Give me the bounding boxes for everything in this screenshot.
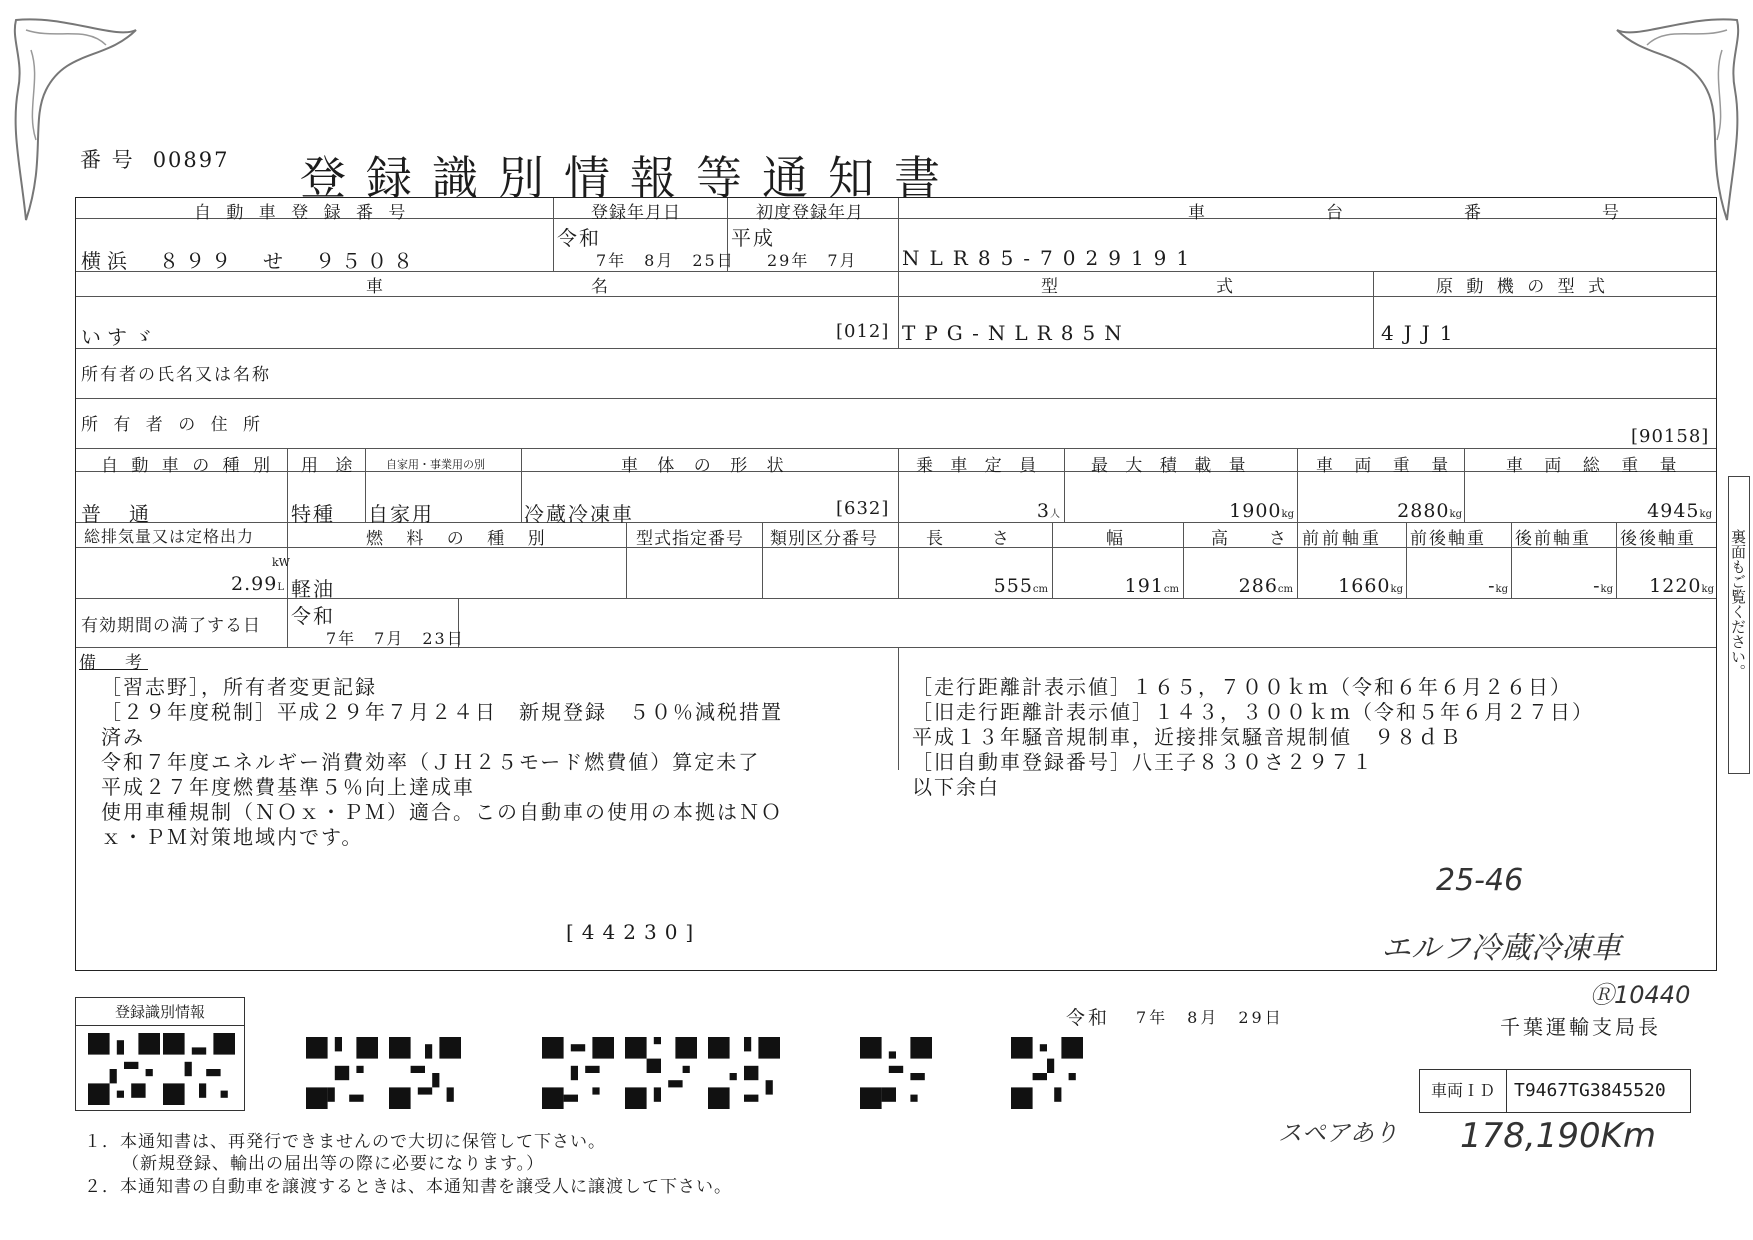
max-load-value: 1900 <box>1229 500 1282 522</box>
qr-code <box>625 1037 697 1109</box>
type-designation-label: 型式指定番号 <box>636 529 744 549</box>
private-value: 自家用 <box>368 502 434 526</box>
category-label: 類別区分番号 <box>770 529 878 549</box>
engine-value: 4JJ1 <box>1381 321 1463 345</box>
remark-right-4: ［旧自動車登録番号］八王子８３０さ２９７１ <box>912 750 1374 774</box>
owner-address-code: [90158] <box>1631 426 1710 447</box>
qr-code <box>163 1033 235 1105</box>
handwritten-spare: スペアあり <box>1278 1119 1398 1147</box>
remark-right-1: ［走行距離計表示値］１６５，７００ｋｍ（令和６年６月２６日） <box>912 675 1572 699</box>
vehicle-weight-label: 車 両 重 量 <box>1316 456 1457 476</box>
reg-date-label: 登録年月日 <box>591 203 681 223</box>
length-value: 555 <box>993 575 1033 597</box>
page-title: 登録識別情報等通知書 <box>300 151 960 205</box>
issuer: 千葉運輸支局長 <box>1500 1015 1661 1039</box>
width-label: 幅 <box>1106 529 1128 549</box>
front-front-axle-label: 前前軸重 <box>1302 529 1382 549</box>
qr-code <box>860 1037 932 1109</box>
qr-code <box>542 1037 614 1109</box>
issue-era: 令和 <box>1066 1007 1111 1029</box>
remark-left-5: 平成２７年度燃費基準５％向上達成車 <box>101 775 475 799</box>
chassis-value: NLR85-7029191 <box>902 246 1200 270</box>
rear-front-axle-label: 後前軸重 <box>1515 529 1591 549</box>
use-sub-label: 自家用・事業用の別 <box>386 458 485 471</box>
handwritten-mileage: 178,190Km <box>1460 1116 1657 1156</box>
first-reg-value: 29年 7月 <box>767 251 858 270</box>
model-value: TPG-NLR85N <box>902 321 1131 345</box>
remark-left-2: ［２９年度税制］平成２９年７月２４日 新規登録 ５０％減税措置 <box>101 700 783 724</box>
owner-name-label: 所有者の氏名又は名称 <box>81 365 271 385</box>
reg-date-era: 令和 <box>557 226 601 250</box>
reg-info-label: 登録識別情報 <box>76 998 244 1026</box>
capacity-label: 乗 車 定 員 <box>916 456 1043 476</box>
remark-left-1: ［習志野］，所有者変更記録 <box>101 675 377 699</box>
vehicle-id-box <box>1419 1069 1691 1113</box>
remark-left-4: 令和７年度エネルギー消費効率（ＪＨ２５モード燃費値）算定未了 <box>101 750 761 774</box>
reg-date-value: 7年 8月 25日 <box>596 251 735 270</box>
vehicle-name-value: いすゞ <box>81 325 159 349</box>
remark-right-5: 以下余白 <box>912 775 1000 799</box>
reg-number-label: 自 動 車 登 録 番 号 <box>194 203 411 223</box>
handwritten-number: 25-46 <box>1436 863 1524 898</box>
reg-number-value: 横浜 ８９９ せ ９５０８ <box>81 249 419 273</box>
use-value: 特種 <box>291 502 335 526</box>
handwritten-stamp-number: Ⓡ10440 <box>1590 981 1691 1009</box>
front-rear-axle-label: 前後軸重 <box>1410 529 1486 549</box>
expiry-label: 有効期間の満了する日 <box>81 616 261 636</box>
use-label: 用 途 <box>301 456 359 476</box>
model-label-1: 型 <box>1041 277 1063 297</box>
gross-weight-value: 4945 <box>1647 500 1700 522</box>
first-reg-era: 平成 <box>731 226 775 250</box>
vehicle-kind-label: 自 動 車 の 種 別 <box>101 456 275 476</box>
body-shape-value: 冷蔵冷凍車 <box>524 502 634 526</box>
chassis-label: 車 台 番 号 <box>1188 203 1671 223</box>
gross-weight-label: 車 両 総 重 量 <box>1506 456 1685 476</box>
name-label-1: 車 <box>366 277 388 297</box>
remark-left-6: 使用車種規制（ＮＯｘ・ＰＭ）適合。この自動車の使用の本拠はＮＯ <box>101 800 783 824</box>
expiry-value: 7年 7月 23日 <box>326 629 465 648</box>
capacity-value: 3 <box>1036 500 1050 522</box>
issue-date: 7年 8月 29日 <box>1136 1008 1284 1027</box>
vehicle-name-code: [012] <box>836 321 890 342</box>
owner-address-label: 所 有 者 の 住 所 <box>81 415 266 435</box>
qr-code <box>708 1037 780 1109</box>
handwritten-vehicle: エルフ冷蔵冷凍車 <box>1381 931 1621 966</box>
remark-right-3: 平成１３年騒音規制車，近接排気騒音規制値 ９８ｄＢ <box>912 725 1462 749</box>
number-label: 番 号 <box>80 148 135 172</box>
body-shape-label: 車 体 の 形 状 <box>621 456 791 476</box>
vehicle-kind-value: 普 通 <box>81 502 153 526</box>
engine-label: 原 動 機 の 型 式 <box>1436 277 1610 297</box>
document-number <box>80 144 230 174</box>
body-shape-code: [632] <box>836 498 890 519</box>
remarks-label: 備 考 <box>79 653 148 673</box>
expiry-era: 令和 <box>291 604 335 628</box>
height-label: 高 さ <box>1211 529 1298 549</box>
qr-code <box>1011 1037 1083 1109</box>
side-note: 裏面もご覧ください。 <box>1728 476 1750 774</box>
vehicle-weight-value: 2880 <box>1397 500 1450 522</box>
displacement-label: 総排気量又は定格出力 <box>84 527 255 546</box>
displacement-unit-kw: kW <box>272 556 290 569</box>
remark-left-7: ｘ・ＰＭ対策地域内です。 <box>101 825 364 849</box>
footer-note-3: ２．本通知書の自動車を譲渡するときは、本通知書を譲受人に譲渡して下さい。 <box>84 1177 732 1197</box>
model-label-2: 式 <box>1216 277 1238 297</box>
registration-form: 自 動 車 登 録 番 号 横浜 ８９９ せ ９５０８ 登録年月日 令和 7年 8月 25日 初度登録年月 平成 29年 7月 車 台 番 号 NLR85-7029191 車 名 いすゞ [012] 型 式 TPG-NLR85N 原 動 機 の 型 式 4JJ1 所有者の氏名又は名称 所 有 者 の 住 所 [90158] 自 動 車 の 種 別 普 通 用 途 自家用・事業用の別 特種 自家用 車 体 の 形 状 冷蔵冷凍車 [632] 乗 車 定 員 3人 最 大 積 載 量 1900kg 車 両 重 量 2880kg 車 両 総 重 量 4945kg 総排気量又は定格出力 kW 2.99L 燃 料 の 種 別 軽油 型式指定番号 類別区分番号 長 さ 555cm 幅 191cm 高 さ 286cm 前前軸重 1660kg 前後軸重 -kg 後前軸重 -kg 後後軸重 1220kg 有効期間の満了する日 令和 7年 7月 23日 備 考 ［習志野］，所有者変更記録 ［２９年度税制］平成２９年７月２４日 新規登録 ５０％減税措置 済み 令和７年度エネルギー消費効率（ＪＨ２５モード燃費値）算定未了 平成２７年度燃費基準５％向上達成車 使用車種規制（ＮＯｘ・ＰＭ）適合。この自動車の使用の本拠はＮＯ ｘ・ＰＭ対策地域内です。 ［走行距離計表示値］１６５，７００ｋｍ（令和６年６月２６日） ［旧走行距離計表示値］１４３，３００ｋｍ（令和５年６月２７日） 平成１３年騒音規制車，近接排気騒音規制値 ９８ｄＢ ［旧自動車登録番号］八王子８３０さ２９７１ 以下余白 [44230] 25-46 エルフ冷蔵冷凍車 <box>75 197 1717 971</box>
fuel-value: 軽油 <box>291 577 335 601</box>
width-value: 191 <box>1124 575 1164 597</box>
vehicle-id-label: 車両ＩＤ <box>1420 1070 1507 1112</box>
qr-code <box>306 1037 378 1109</box>
footer-note-1: １．本通知書は、再発行できませんので大切に保管して下さい。 <box>84 1132 606 1152</box>
displacement-value: 2.99 <box>231 573 278 595</box>
rear-rear-axle-label: 後後軸重 <box>1620 529 1696 549</box>
rear-rear-axle-value: 1220 <box>1649 575 1702 597</box>
remarks-code: [44230] <box>566 920 702 944</box>
name-label-2: 名 <box>591 277 613 297</box>
remark-left-3: 済み <box>101 725 145 749</box>
number-value: 00897 <box>152 148 230 172</box>
front-rear-axle-value: - <box>1488 575 1496 597</box>
footer-note-2: （新規登録、輸出の届出等の際に必要になります。） <box>122 1154 545 1174</box>
front-front-axle-value: 1660 <box>1338 575 1391 597</box>
qr-code <box>389 1037 461 1109</box>
height-value: 286 <box>1238 575 1278 597</box>
remark-right-2: ［旧走行距離計表示値］１４３，３００ｋｍ（令和５年６月２７日） <box>912 700 1594 724</box>
fuel-label: 燃 料 の 種 別 <box>366 529 554 549</box>
first-reg-label: 初度登録年月 <box>756 203 864 223</box>
length-label: 長 さ <box>926 529 1025 549</box>
vehicle-id-value: T9467TG3845520 <box>1514 1080 1666 1101</box>
max-load-label: 最 大 積 載 量 <box>1091 456 1252 476</box>
rear-front-axle-value: - <box>1593 575 1601 597</box>
qr-code <box>88 1033 160 1105</box>
